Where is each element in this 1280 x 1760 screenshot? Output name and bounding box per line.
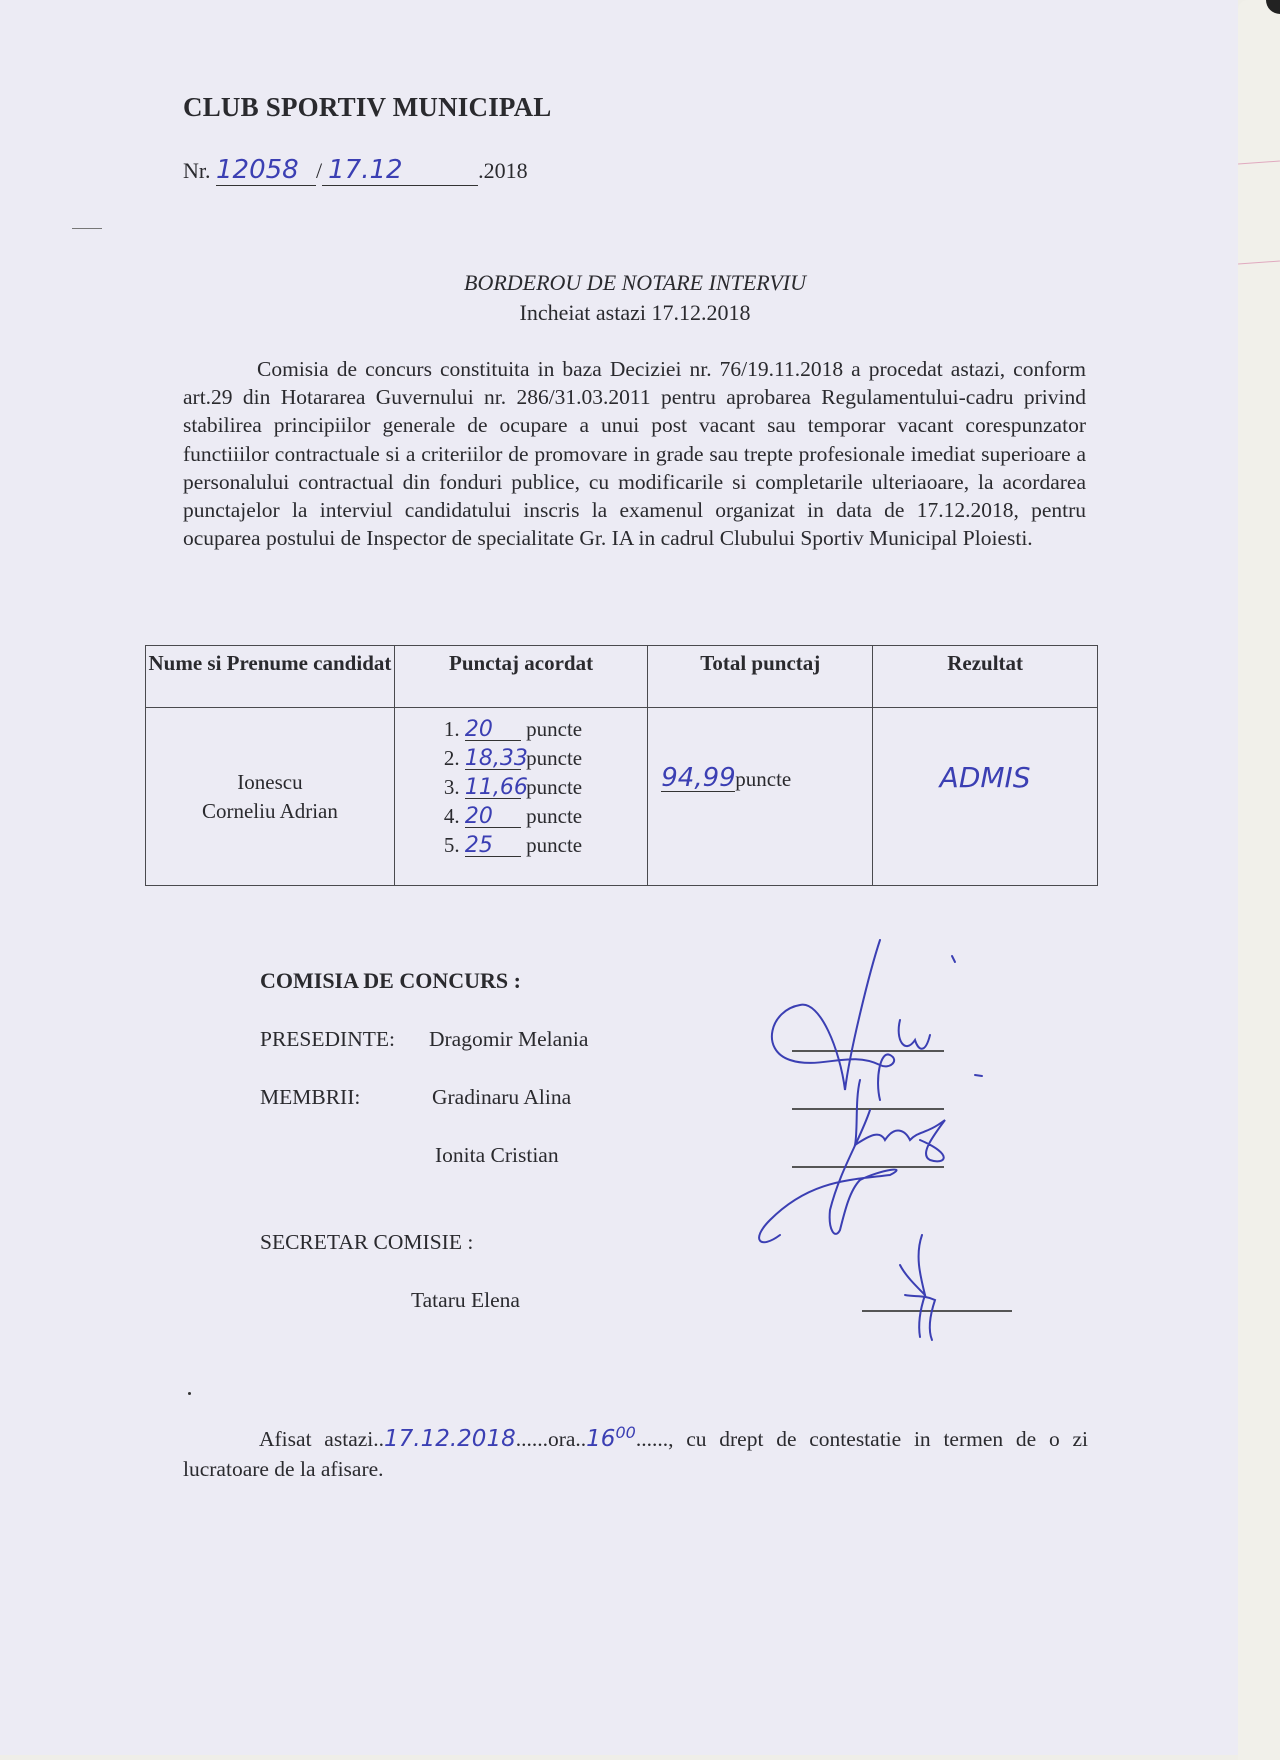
score-index: 4. <box>443 804 460 828</box>
organization-name: CLUB SPORTIV MUNICIPAL <box>183 92 552 122</box>
posting-minutes-handwritten: 00 <box>615 1423 636 1442</box>
nr-date-field <box>322 155 478 186</box>
score-item <box>444 802 646 831</box>
member-name: Ionita Cristian <box>435 1143 559 1167</box>
nr-label: Nr. <box>183 158 211 183</box>
nr-number-field <box>216 155 316 186</box>
member-name: Gradinaru Alina <box>432 1085 572 1109</box>
signature-president <box>772 940 894 1100</box>
score-index: 5. <box>443 833 460 857</box>
posting-date-handwritten: 17.12.2018 <box>384 1426 516 1453</box>
score-value: 11,66 <box>464 775 528 800</box>
scoring-table <box>145 645 1098 886</box>
commission-heading: COMISIA DE CONCURS : <box>260 968 521 993</box>
president-name: Dragomir Melania <box>429 1027 589 1051</box>
body-paragraph-text: Comisia de concurs constituita in baza Deciziei nr. 76/19.11.2018 a procedat astazi, conform art.29 din Hotararea Guvernului nr. 286/31.03.2011 pentru aprobarea Regulamentului-cadru privind stabilirea principiilor generale de ocupare a unui post vacant sau temporar vacant corespunzator functiiilor contractuale si a criteriilor de promovare in grade sau trepte profesionale imediat superioare a personalului contractual din fonduri publice, cu modificarile si completarile ulteriaoare, la acordarea punctajelor la interviul candidatului inscris la examenul organizat in data de 17.12.2018, pentru ocuparea postului de Inspector de specialitate Gr. IA in cadrul Clubului Sportiv Municipal Ploiesti. <box>183 357 1086 551</box>
nr-number-handwritten: 12058 <box>216 155 299 185</box>
posting-dots: ......ora.. <box>515 1427 587 1452</box>
posting-prefix: Afisat astazi <box>259 1427 374 1452</box>
score-item <box>444 773 646 802</box>
document-subtitle: Incheiat astazi 17.12.2018 <box>519 300 751 325</box>
posting-statement <box>183 1418 1088 1484</box>
body-paragraph <box>183 355 1086 552</box>
signature-president-tail <box>899 1020 930 1049</box>
scan-artifact <box>72 228 102 229</box>
header-candidate-name: Nume si Prenume candidat <box>146 646 395 708</box>
header-result: Rezultat <box>873 646 1098 708</box>
header-score-awarded: Punctaj acordat <box>394 646 647 708</box>
header-total-score: Total punctaj <box>648 646 873 708</box>
score-unit: puncte <box>526 746 583 770</box>
score-value: 18,33 <box>464 746 528 771</box>
score-list <box>396 709 646 860</box>
candidate-given-names: Corneliu Adrian <box>201 798 338 823</box>
score-unit: puncte <box>526 717 583 741</box>
scan-dot <box>188 1392 191 1395</box>
members-label: MEMBRII: <box>260 1085 361 1109</box>
score-item <box>444 831 646 860</box>
secretary-signature <box>890 1225 970 1345</box>
table-header-row <box>146 646 1098 708</box>
president-label: PRESEDINTE: <box>260 1027 395 1051</box>
result-cell <box>873 708 1098 886</box>
score-index: 2. <box>443 746 460 770</box>
table-row <box>146 708 1098 886</box>
total-score-cell <box>648 708 873 886</box>
secretary-label: SECRETAR COMISIE : <box>260 1230 474 1254</box>
scan-corner <box>1266 0 1280 14</box>
total-score-unit: puncte <box>735 767 792 791</box>
candidate-surname: Ionescu <box>237 769 303 794</box>
nr-date-handwritten: 17.12 <box>328 155 403 185</box>
signature-member-1 <box>855 1080 945 1161</box>
secretary-name: Tataru Elena <box>411 1288 520 1312</box>
posting-dots: .. <box>373 1427 385 1452</box>
nr-separator: / <box>316 158 323 183</box>
stray-mark <box>952 956 955 962</box>
candidate-name-cell <box>146 708 395 886</box>
score-unit: puncte <box>526 804 583 828</box>
posting-hour-handwritten: 16 <box>586 1426 616 1453</box>
scores-cell <box>394 708 647 886</box>
score-unit: puncte <box>526 775 583 799</box>
document-title: BORDEROU DE NOTARE INTERVIU <box>464 270 806 295</box>
score-value: 20 <box>465 720 521 741</box>
posting-suffix: ......, cu drept de contestatie in termen de o zi lucratoare de la afisare. <box>183 1427 1088 1482</box>
score-index: 3. <box>443 775 460 799</box>
score-item <box>444 715 646 744</box>
signature-member-2 <box>759 1110 896 1242</box>
score-item <box>444 744 646 773</box>
posting-text <box>183 1418 1088 1484</box>
score-unit: puncte <box>526 833 583 857</box>
nr-year: .2018 <box>478 158 528 183</box>
registration-number <box>183 155 528 186</box>
result-value: ADMIS <box>939 761 1031 794</box>
score-value: 20 <box>465 807 521 828</box>
score-value: 25 <box>465 836 521 857</box>
commission-signatures <box>730 930 990 1250</box>
stray-mark <box>975 1075 982 1076</box>
total-score-value: 94,99 <box>661 763 736 793</box>
score-index: 1. <box>443 717 460 741</box>
total-score <box>649 709 871 792</box>
